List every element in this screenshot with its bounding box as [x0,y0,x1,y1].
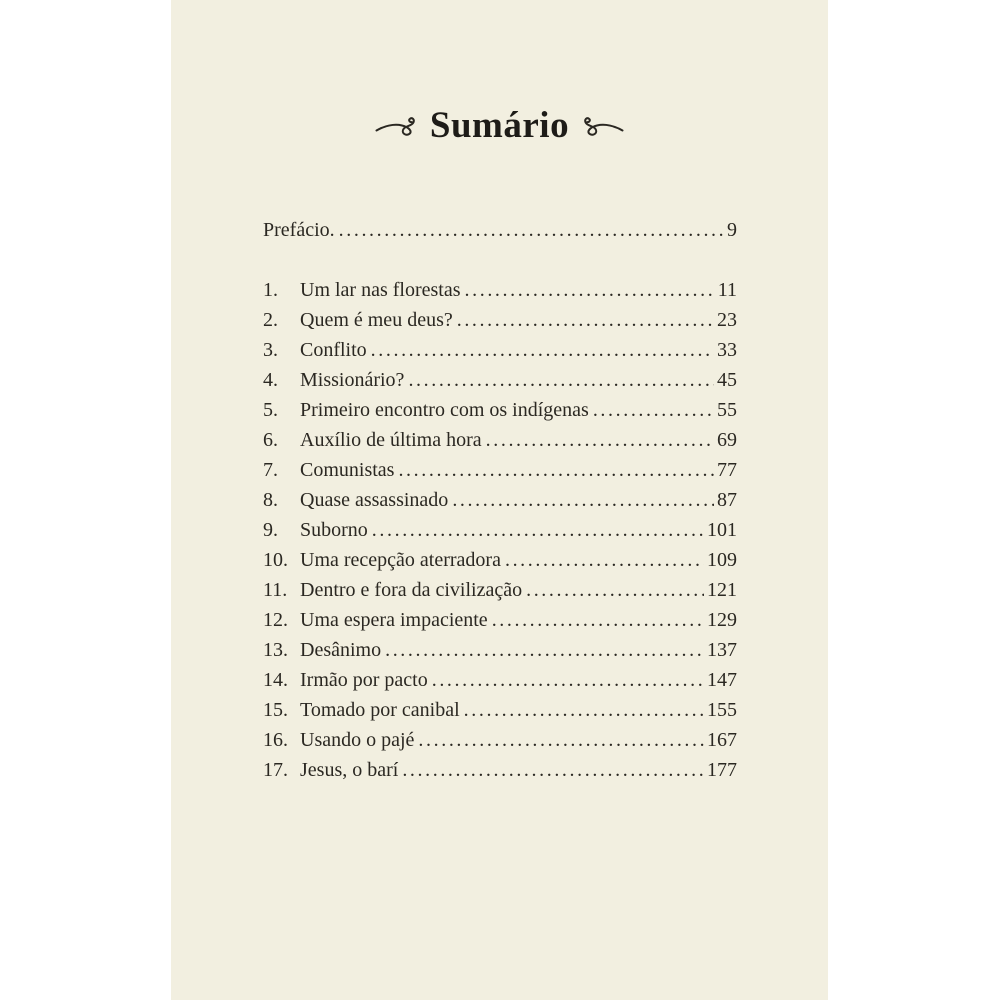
flourish-left-icon [375,110,419,143]
entry-number: 10. [263,549,288,571]
entry-title: Conflito [300,339,367,361]
toc-entry-row [263,275,737,305]
entry-page-number: 87 [717,489,737,511]
entry-title: Missionário? [300,369,405,391]
toc-entry-row [263,425,737,455]
entry-title: Irmão por pacto [300,669,428,691]
entry-number: 3. [263,339,278,361]
toc-entry-row [263,695,737,725]
toc-entry-row [263,605,737,635]
toc-entry-row [263,575,737,605]
entry-title: Uma recepção aterradora [300,549,501,571]
entry-title: Quase assassinado [300,489,449,511]
entry-page-number: 33 [717,339,737,361]
preface-label: Prefácio. [263,219,335,241]
entry-title: Comunistas [300,459,395,481]
entry-number: 1. [263,279,278,301]
dot-leader [457,305,714,335]
entry-number: 2. [263,309,278,331]
dot-leader [432,665,704,695]
dot-leader [385,635,704,665]
entry-title: Primeiro encontro com os indígenas [300,399,589,421]
entry-page-number: 109 [707,549,737,571]
entry-title: Desânimo [300,639,382,661]
entry-page-number: 177 [707,759,737,781]
entry-number: 6. [263,429,278,451]
dot-leader [593,395,714,425]
entry-page-number: 121 [707,579,737,601]
entry-title: Uma espera impaciente [300,609,488,631]
entry-number: 15. [263,699,288,721]
entry-page-number: 155 [707,699,737,721]
book-page [171,0,828,1000]
entry-title: Auxílio de última hora [300,429,482,451]
toc-entry-row [263,485,737,515]
dot-leader [526,575,704,605]
entry-number: 9. [263,519,278,541]
entry-page-number: 147 [707,669,737,691]
entry-title: Usando o pajé [300,729,415,751]
flourish-right-icon [580,110,624,143]
dot-leader [486,425,714,455]
dot-leader [398,455,714,485]
toc-entry-row [263,725,737,755]
dot-leader [402,755,704,785]
toc-entries [263,275,737,785]
entry-number: 14. [263,669,288,691]
preface-row [263,215,737,245]
toc-entry-row [263,755,737,785]
entry-number: 13. [263,639,288,661]
dot-leader [418,725,704,755]
entry-page-number: 45 [717,369,737,391]
entry-page-number: 101 [707,519,737,541]
entry-page-number: 11 [717,279,737,301]
entry-title: Quem é meu deus? [300,309,453,331]
entry-number: 12. [263,609,288,631]
preface-page-number: 9 [727,219,737,241]
entry-page-number: 23 [717,309,737,331]
toc-entry-row [263,395,737,425]
entry-number: 7. [263,459,278,481]
entry-number: 11. [263,579,288,601]
entry-number: 16. [263,729,288,751]
dot-leader [371,335,714,365]
entry-title: Um lar nas florestas [300,279,461,301]
dot-leader [452,485,714,515]
dot-leader [492,605,704,635]
entry-page-number: 137 [707,639,737,661]
toc-entry-row [263,305,737,335]
entry-page-number: 55 [717,399,737,421]
dot-leader [408,365,714,395]
entry-title: Tomado por canibal [300,699,460,721]
entry-number: 17. [263,759,288,781]
toc-entry-row [263,365,737,395]
entry-number: 8. [263,489,278,511]
entry-title: Jesus, o barí [300,759,399,781]
dot-leader [339,215,724,245]
toc-entry-row [263,335,737,365]
toc-entry-row [263,515,737,545]
entry-title: Suborno [300,519,368,541]
dot-leader [464,695,704,725]
dot-leader [465,275,715,305]
toc-header [171,102,828,150]
entry-number: 5. [263,399,278,421]
toc-entry-row [263,455,737,485]
toc-entry-row [263,665,737,695]
toc-entry-row [263,635,737,665]
entry-page-number: 69 [717,429,737,451]
entry-title: Dentro e fora da civilização [300,579,523,601]
entry-page-number: 77 [717,459,737,481]
toc-entry-row [263,545,737,575]
entry-number: 4. [263,369,278,391]
dot-leader [372,515,704,545]
dot-leader [505,545,704,575]
entry-page-number: 167 [707,729,737,751]
page-title: Sumário [429,105,570,146]
entry-page-number: 129 [707,609,737,631]
